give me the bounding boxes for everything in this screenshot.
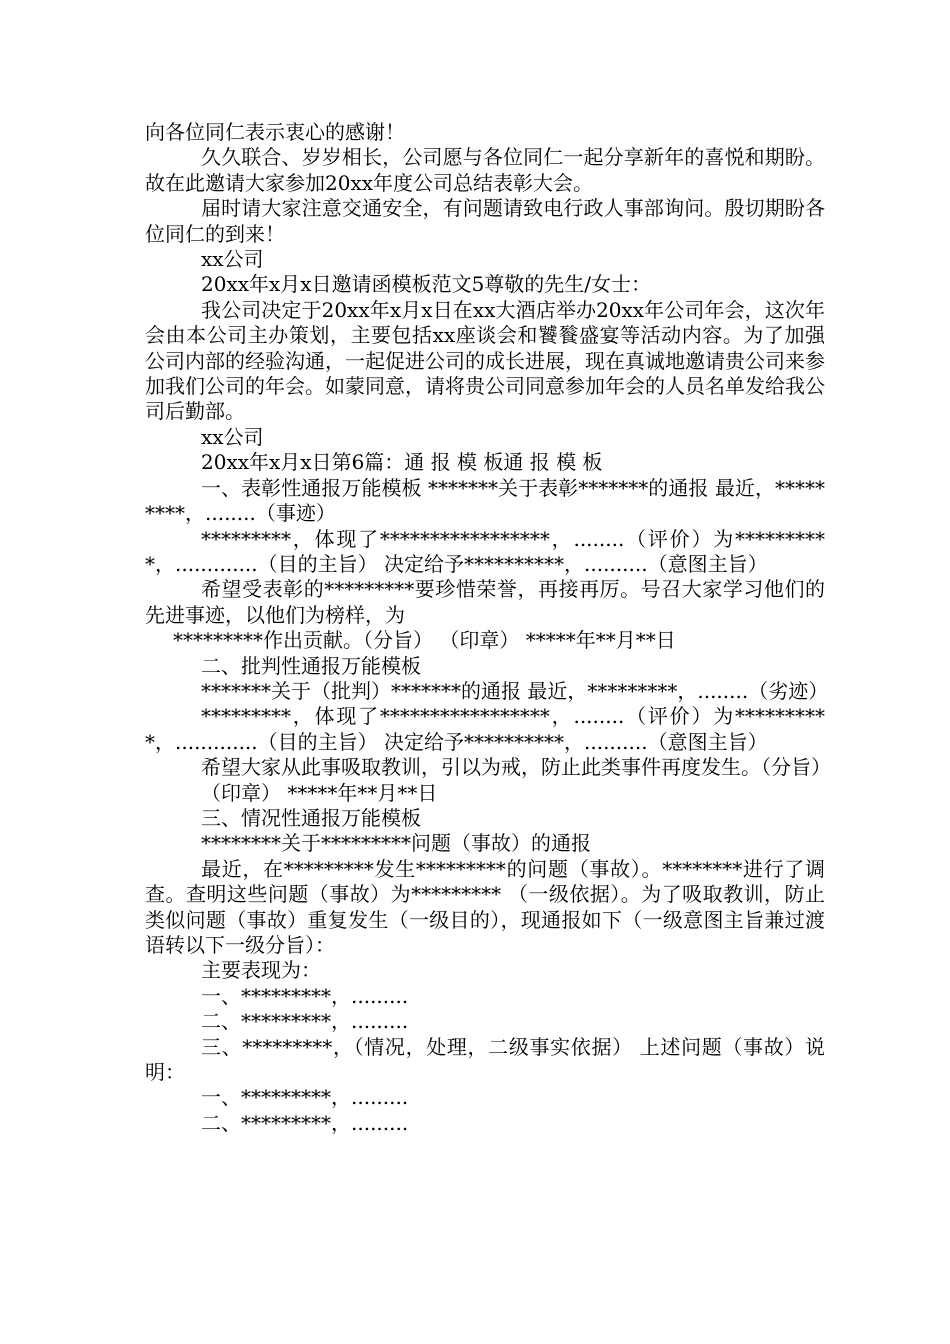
paragraph-main-performance: 主要表现为： [201, 958, 321, 983]
section-situation-heading: 三、情况性通报万能模板 [201, 805, 421, 830]
paragraph-situation-investigation: 最近，在*********发生*********的问题（事故）。********进行了调查。查明这些问题（事故）为********* （一级依据）。为了吸取教训，防止类似问题（事故）重复发生（一级目的），现通报如下（一级意图主旨兼过渡语转以下一级分旨）： [145, 856, 825, 957]
paragraph-criticism-evaluation: *********，体现了*****************，........（评价）为**********，.............（目的主旨） 决定给予**********，..........（意图主旨） [145, 704, 825, 754]
list-item-performance-2: 二、*********，......... [201, 1009, 409, 1034]
paragraph-notice-template-heading: 20xx年x月x日第6篇：通 报 模 板通 报 模 板 [201, 450, 603, 475]
document-body [145, 120, 831, 1136]
paragraph-thanks: 向各位同仁表示衷心的感谢！ [145, 120, 405, 144]
paragraph-criticism-hope: 希望大家从此事吸取教训，引以为戒，防止此类事件再度发生。（分旨） [201, 755, 831, 780]
paragraph-criticism-seal: （印章） *****年**月**日 [201, 780, 438, 805]
list-item-performance-1: 一、*********，......... [201, 983, 409, 1008]
paragraph-criticism-title: *******关于（批判）*******的通报 最近，*********，........（劣迹） [201, 678, 829, 703]
list-item-explanation-2: 二、*********，......... [201, 1110, 409, 1135]
signature-company-2: xx公司 [201, 424, 264, 449]
paragraph-commendation-seal: *********作出贡献。（分旨） （印章） *****年**月**日 [173, 628, 676, 653]
paragraph-commendation-evaluation: *********，体现了*****************，........（评价）为**********，.............（目的主旨） 决定给予**********，..........（意图主旨） [145, 526, 825, 576]
paragraph-commendation-hope: 希望受表彰的*********要珍惜荣誉，再接再厉。号召大家学习他们的先进事迹，以他们为榜样，为 [145, 577, 825, 627]
paragraph-new-year: 久久联合、岁岁相长，公司愿与各位同仁一起分享新年的喜悦和期盼。故在此邀请大家参加20xx年度公司总结表彰大会。 [145, 145, 825, 195]
paragraph-situation-title: ********关于*********问题（事故）的通报 [201, 831, 591, 856]
signature-company-1: xx公司 [201, 247, 264, 272]
section-criticism-heading: 二、批判性通报万能模板 [201, 653, 421, 678]
paragraph-invitation-heading: 20xx年x月x日邀请函模板范文5尊敬的先生/女士： [201, 272, 652, 297]
section-commendation-heading: 一、表彰性通报万能模板 *******关于表彰*******的通报 最近，*********，........（事迹） [145, 475, 825, 526]
list-item-performance-3: 三、*********，（情况，处理，二级事实依据） 上述问题（事故）说明： [145, 1034, 825, 1085]
list-item-explanation-1: 一、*********，......... [201, 1085, 409, 1110]
paragraph-annual-meeting: 我公司决定于20xx年x月x日在xx大酒店举办20xx年公司年会，这次年会由本公司主办策划，主要包括xx座谈会和饕餮盛宴等活动内容。为了加强公司内部的经验沟通，一起促进公司的成长进展，现在真诚地邀请贵公司来参加我们公司的年会。如蒙同意，请将贵公司同意参加年会的人员名单发给我公司后勤部。 [145, 297, 825, 424]
paragraph-traffic-safety: 届时请大家注意交通安全，有问题请致电行政人事部询问。殷切期盼各位同仁的到来！ [145, 196, 825, 246]
